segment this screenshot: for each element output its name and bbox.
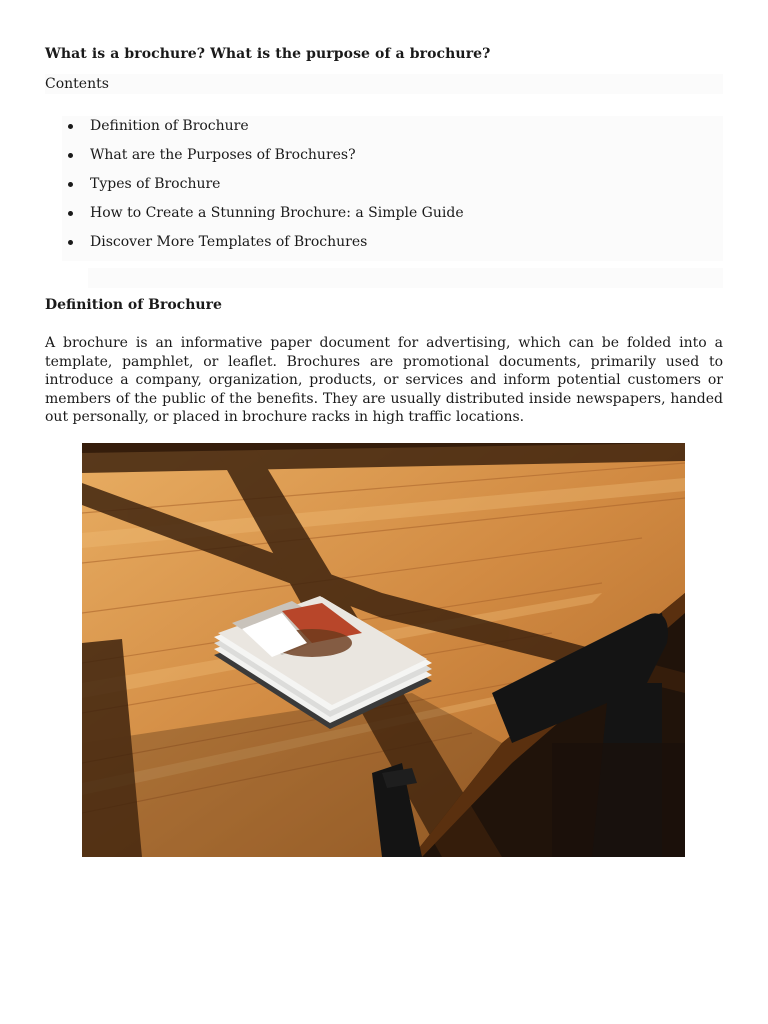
toc-item[interactable]: How to Create a Stunning Brochure: a Simple Guide — [62, 203, 723, 232]
toc-item[interactable]: Definition of Brochure — [62, 116, 723, 145]
brochure-table-photo — [82, 443, 685, 857]
photo-illustration — [82, 443, 685, 857]
definition-paragraph: A brochure is an informative paper document for advertising, which can be folded into a template, pamphlet, or leaflet. Brochures are promotional documents, primarily used to introduce a company, organization, products, or services and inform potential customers or members of the public of the benefits. They are usually distributed inside newspapers, handed out personally, or placed in brochure racks in high traffic locations. — [45, 335, 723, 426]
table-of-contents — [62, 116, 723, 261]
section-heading: Definition of Brochure — [45, 297, 222, 313]
contents-label: Contents — [45, 74, 723, 94]
toc-item[interactable]: Discover More Templates of Brochures — [62, 232, 723, 261]
toc-item[interactable]: Types of Brochure — [62, 174, 723, 203]
toc-item[interactable]: What are the Purposes of Brochures? — [62, 145, 723, 174]
page-title: What is a brochure? What is the purpose of a brochure? — [45, 46, 491, 62]
toc-spacer — [88, 268, 723, 288]
